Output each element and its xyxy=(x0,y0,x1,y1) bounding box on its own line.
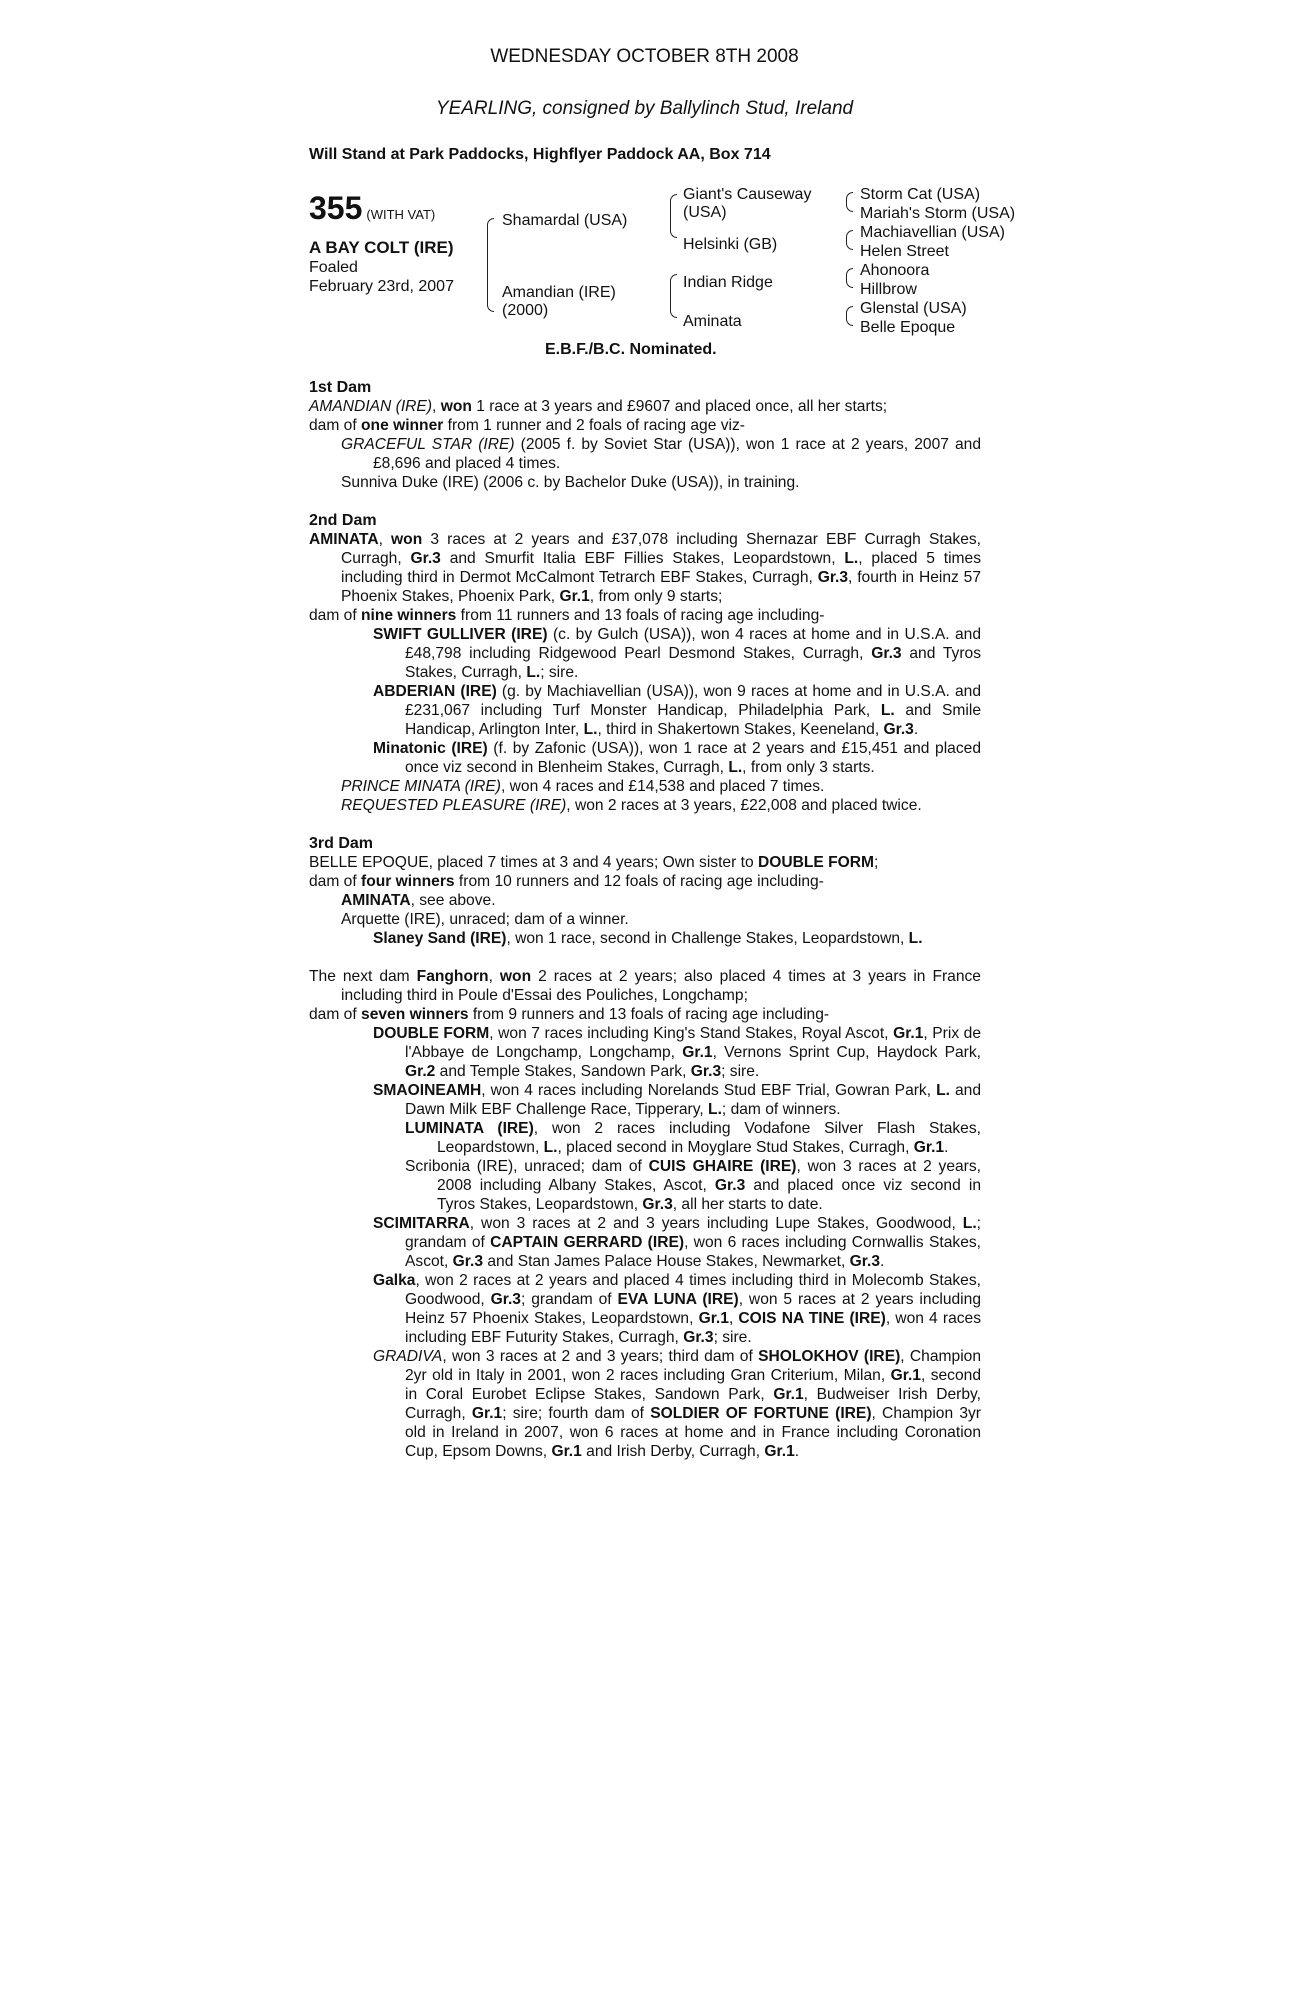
third-dam-record: BELLE EPOQUE, placed 7 times at 3 and 4 years; Own sister to DOUBLE FORM; xyxy=(309,854,879,871)
bracket-gen3-2 xyxy=(846,230,853,250)
pedigree-sire-dam: Helsinki (GB) xyxy=(683,236,778,253)
produce-entry: SCIMITARRA, won 3 races at 2 and 3 years including Lupe Stakes, Goodwood, L.; grandam of CAPTAIN GERRARD (IRE), won 6 races including Cornwallis Stakes, Ascot, Gr.3 and Stan James Palace House Stakes, Newmarket, Gr.3. xyxy=(373,1215,981,1270)
third-dam-produce: dam of four winners from 10 runners and 12 foals of racing age including- xyxy=(309,873,824,890)
first-dam-produce: dam of one winner from 1 runner and 2 foals of racing age viz- xyxy=(309,417,745,434)
produce-entry: Minatonic (IRE) (f. by Zafonic (USA)), won 1 race at 2 years and £15,451 and placed once viz second in Blenheim Stakes, Curragh, L., from only 3 starts. xyxy=(373,740,982,776)
sale-date: WEDNESDAY OCTOBER 8TH 2008 xyxy=(490,46,799,67)
produce-entry: SMAOINEAMH, won 4 races including Norelands Stud EBF Trial, Gowran Park, L. and Dawn Milk EBF Challenge Race, Tipperary, L.; dam of winners. xyxy=(373,1082,981,1118)
pedigree-dam-sire: Indian Ridge xyxy=(683,274,773,291)
first-dam-heading: 1st Dam xyxy=(309,379,372,396)
produce-entry: Galka, won 2 races at 2 years and placed 4 times including third in Molecomb Stakes, Goodwood, Gr.3; grandam of EVA LUNA (IRE), won 5 races at 2 years including Heinz 57 Phoenix Stakes, Leopardstown, Gr.1, COIS NA TINE (IRE), won 4 races including EBF Futurity Stakes, Curragh, Gr.3; sire. xyxy=(373,1272,982,1346)
vat-note: (WITH VAT) xyxy=(366,207,436,222)
produce-entry: DOUBLE FORM, won 7 races including King's Stand Stakes, Royal Ascot, Gr.1, Prix de l'Abbaye de Longchamp, Longchamp, Gr.1, Vernons Sprint Cup, Haydock Park, Gr.2 and Temple Stakes, Sandown Park, Gr.3; sire. xyxy=(373,1025,982,1080)
first-dam-section xyxy=(309,378,981,492)
pedigree-dss: Ahonoora xyxy=(860,262,930,279)
produce-entry: AMINATA, see above. xyxy=(341,892,496,909)
bracket-gen1 xyxy=(487,218,494,312)
pedigree-sire: Shamardal (USA) xyxy=(502,212,628,229)
produce-entry: ABDERIAN (IRE) (g. by Machiavellian (USA)), won 9 races at home and in U.S.A. and £231,067 including Turf Monster Handicap, Philadelphia Park, L. and Smile Handicap, Arlington Inter, L., third in Shakertown Stakes, Keeneland, Gr.3. xyxy=(373,683,981,738)
pedigree-ddd: Belle Epoque xyxy=(860,319,956,336)
pedigree-dam: Amandian (IRE) (2000) xyxy=(502,284,616,319)
produce-entry: PRINCE MINATA (IRE), won 4 races and £14,538 and placed 7 times. xyxy=(341,778,825,795)
pedigree-sss: Storm Cat (USA) xyxy=(860,186,981,203)
next-dam-record: The next dam Fanghorn, won 2 races at 2 years; also placed 4 times at 3 years in France including third in Poule d'Essai des Pouliches, Longchamp; xyxy=(309,968,981,1004)
produce-entry: Scribonia (IRE), unraced; dam of CUIS GHAIRE (IRE), won 3 races at 2 years, 2008 including Albany Stakes, Ascot, Gr.3 and placed once viz second in Tyros Stakes, Leopardstown, Gr.3, all her starts to date. xyxy=(405,1158,981,1213)
produce-entry: Sunniva Duke (IRE) (2006 c. by Bachelor Duke (USA)), in training. xyxy=(341,474,800,491)
pedigree-dsd: Hillbrow xyxy=(860,281,917,298)
second-dam-record: AMINATA, won 3 races at 2 years and £37,078 including Shernazar EBF Curragh Stakes, Curragh, Gr.3 and Smurfit Italia EBF Fillies Stakes, Leopardstown, L., placed 5 times including third in Dermot McCalmont Tetrarch EBF Stakes, Curragh, Gr.3, fourth in Heinz 57 Phoenix Stakes, Phoenix Park, Gr.1, from only 9 starts; xyxy=(309,531,982,605)
produce-entry: GRACEFUL STAR (IRE) (2005 f. by Soviet Star (USA)), won 1 race at 2 years, 2007 and £8,696 and placed 4 times. xyxy=(341,436,982,472)
foaled-label: Foaled xyxy=(309,259,358,276)
dam-details xyxy=(309,378,981,1480)
pedigree-table xyxy=(309,186,1029,358)
pedigree-sds: Machiavellian (USA) xyxy=(860,224,1005,241)
pedigree-ssd: Mariah's Storm (USA) xyxy=(860,205,1016,222)
lot-title: A BAY COLT (IRE) xyxy=(309,238,454,257)
second-dam-produce: dam of nine winners from 11 runners and 13 foals of racing age including- xyxy=(309,607,825,624)
next-dam-section xyxy=(309,967,981,1461)
produce-entry: REQUESTED PLEASURE (IRE), won 2 races at 3 years, £22,008 and placed twice. xyxy=(341,797,922,814)
bracket-gen3-3 xyxy=(846,268,853,288)
bracket-gen3-4 xyxy=(846,306,853,326)
bracket-gen3-1 xyxy=(846,192,853,212)
third-dam-heading: 3rd Dam xyxy=(309,835,374,852)
pedigree-sdd: Helen Street xyxy=(860,243,949,260)
second-dam-heading: 2nd Dam xyxy=(309,512,377,529)
bracket-sire-parents xyxy=(670,194,677,238)
produce-entry: Arquette (IRE), unraced; dam of a winner. xyxy=(341,911,629,928)
first-dam-record: AMANDIAN (IRE), won 1 race at 3 years and £9607 and placed once, all her starts; xyxy=(309,398,888,415)
consignment-line: YEARLING, consigned by Ballylinch Stud, Ireland xyxy=(435,98,854,119)
pedigree-dds: Glenstal (USA) xyxy=(860,300,967,317)
lot-number: 355 xyxy=(309,190,363,226)
second-dam-section xyxy=(309,511,981,815)
pedigree-sire-sire: Giant's Causeway (USA) xyxy=(683,186,812,221)
foaled-info xyxy=(309,258,454,296)
stand-location: Will Stand at Park Paddocks, Highflyer Paddock AA, Box 714 xyxy=(309,146,771,163)
nomination-note: E.B.F./B.C. Nominated. xyxy=(545,341,717,358)
produce-entry: LUMINATA (IRE), won 2 races including Vodafone Silver Flash Stakes, Leopardstown, L., placed second in Moyglare Stud Stakes, Curragh, Gr.1. xyxy=(405,1120,981,1156)
foaled-date: February 23rd, 2007 xyxy=(309,278,454,295)
produce-entry: SWIFT GULLIVER (IRE) (c. by Gulch (USA)), won 4 races at home and in U.S.A. and £48,798 including Ridgewood Pearl Desmond Stakes, Curragh, Gr.3 and Tyros Stakes, Curragh, L.; sire. xyxy=(373,626,981,681)
produce-entry: Slaney Sand (IRE), won 1 race, second in Challenge Stakes, Leopardstown, L. xyxy=(373,930,923,947)
produce-entry: GRADIVA, won 3 races at 2 and 3 years; third dam of SHOLOKHOV (IRE), Champion 2yr old in Italy in 2001, won 2 races including Gran Criterium, Milan, Gr.1, second in Coral Eurobet Eclipse Stakes, Sandown Park, Gr.1, Budweiser Irish Derby, Curragh, Gr.1; sire; fourth dam of SOLDIER OF FORTUNE (IRE), Champion 3yr old in Ireland in 2007, won 6 races at home and in France including Coronation Cup, Epsom Downs, Gr.1 and Irish Derby, Curragh, Gr.1. xyxy=(373,1348,982,1460)
bracket-dam-parents xyxy=(670,274,677,318)
third-dam-section xyxy=(309,834,981,948)
lot-number-line xyxy=(309,190,435,227)
pedigree-dam-dam: Aminata xyxy=(683,313,742,330)
next-dam-produce: dam of seven winners from 9 runners and 13 foals of racing age including- xyxy=(309,1006,830,1023)
